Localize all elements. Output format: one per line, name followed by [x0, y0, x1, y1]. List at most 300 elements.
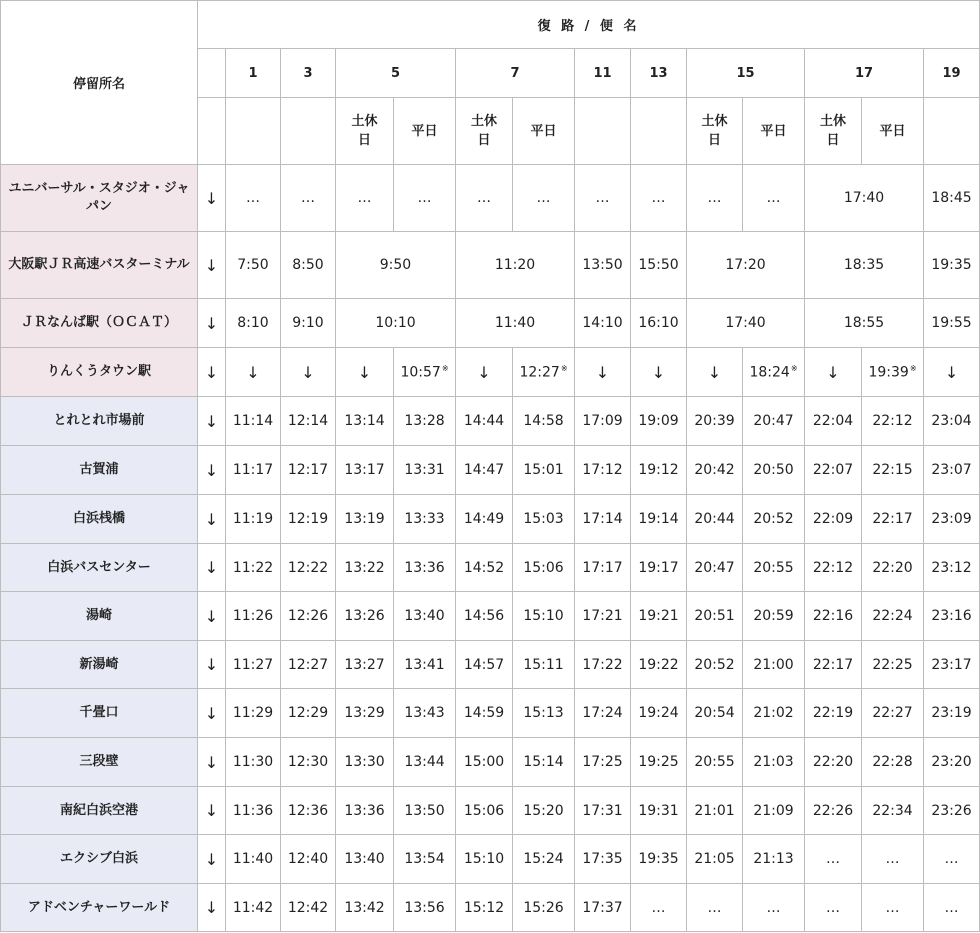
time-value: 22:20 [812, 754, 854, 770]
time-cell [805, 232, 924, 299]
time-cell [394, 348, 456, 397]
note-mark: ※ [441, 363, 449, 373]
time-value: 12:29 [287, 705, 329, 721]
time-cell [924, 165, 980, 232]
trip-number-header: 3 [281, 49, 336, 98]
time-cell [456, 835, 513, 884]
time-value: … [944, 851, 959, 867]
time-cell [687, 641, 743, 689]
time-value: 13:44 [404, 754, 445, 770]
time-value: 19:35 [638, 851, 679, 867]
time-value: 12:22 [287, 559, 329, 576]
time-cell [226, 689, 281, 738]
time-cell [336, 544, 394, 592]
time-value: … [536, 190, 551, 206]
time-value: 13:22 [344, 559, 385, 576]
time-cell [394, 397, 456, 446]
direction-header [198, 49, 226, 98]
time-cell [924, 495, 980, 544]
direction-arrow: ↓ [198, 641, 226, 689]
direction-arrow: ↓ [198, 544, 226, 592]
time-cell [281, 689, 336, 738]
time-value: 17:17 [582, 559, 623, 576]
time-cell [226, 738, 281, 787]
time-value: 13:40 [404, 608, 445, 624]
time-value: 12:27 [519, 364, 560, 381]
time-cell [924, 884, 980, 932]
time-value: 17:09 [582, 413, 623, 429]
time-value: … [826, 851, 840, 867]
time-value: 17:20 [725, 257, 766, 273]
time-cell [631, 348, 687, 397]
time-value: … [707, 190, 722, 206]
time-value: 15:14 [523, 754, 564, 770]
time-value: ↓ [707, 362, 722, 382]
time-value: 11:26 [232, 608, 274, 624]
time-cell [575, 592, 631, 641]
time-cell [687, 787, 743, 835]
direction-subheader [198, 98, 226, 165]
time-value: 13:54 [404, 851, 445, 867]
direction-arrow: ↓ [198, 232, 226, 299]
time-cell [924, 641, 980, 689]
time-value: 11:14 [232, 413, 274, 429]
time-cell [862, 446, 924, 495]
time-value: 23:20 [931, 754, 972, 770]
time-cell [394, 592, 456, 641]
time-value: 15:01 [523, 462, 564, 478]
time-value: 18:45 [931, 190, 972, 206]
table-row [1, 592, 980, 641]
time-cell [336, 641, 394, 689]
time-value: 21:05 [694, 851, 735, 867]
time-cell [513, 544, 575, 592]
day-type-header: 平日 [862, 98, 924, 165]
time-value: 21:13 [753, 851, 794, 867]
time-cell [456, 495, 513, 544]
time-value: 22:20 [872, 559, 913, 576]
time-cell [575, 544, 631, 592]
time-cell [281, 446, 336, 495]
time-value: 19:24 [638, 705, 679, 721]
time-value: 22:27 [872, 705, 913, 721]
time-cell [336, 592, 394, 641]
time-cell [456, 884, 513, 932]
time-value: 15:00 [463, 754, 505, 770]
time-cell [336, 446, 394, 495]
time-cell [924, 835, 980, 884]
time-cell [226, 835, 281, 884]
time-value: 15:06 [523, 559, 564, 576]
time-cell [281, 592, 336, 641]
time-cell [631, 397, 687, 446]
time-cell [631, 446, 687, 495]
table-row [1, 641, 980, 689]
time-cell [575, 835, 631, 884]
time-cell [513, 495, 575, 544]
time-cell [924, 592, 980, 641]
time-value: 15:50 [638, 257, 679, 273]
table-row [1, 446, 980, 495]
time-value: … [246, 190, 260, 206]
day-type-header: 平日 [743, 98, 805, 165]
trip-number-header: 15 [687, 49, 805, 98]
time-value: 11:42 [232, 899, 274, 916]
time-value: 13:50 [404, 802, 445, 819]
time-value: 12:36 [287, 802, 329, 819]
time-cell [743, 884, 805, 932]
time-value: 22:24 [872, 608, 913, 624]
table-row [1, 348, 980, 397]
time-cell [862, 787, 924, 835]
time-value: 19:31 [638, 802, 679, 819]
time-value: 18:24 [749, 364, 790, 381]
time-value: 17:25 [582, 754, 623, 770]
time-value: 20:55 [753, 559, 794, 576]
time-cell [394, 689, 456, 738]
table-row [1, 165, 980, 232]
time-value: 9:50 [379, 257, 412, 273]
time-cell [805, 689, 862, 738]
time-value: … [477, 190, 491, 206]
time-cell [743, 165, 805, 232]
time-value: 15:12 [463, 899, 505, 916]
time-cell [513, 397, 575, 446]
time-cell [226, 348, 281, 397]
time-value: 20:54 [694, 705, 735, 721]
trip-number-header: 11 [575, 49, 631, 98]
time-cell [281, 738, 336, 787]
time-value: ↓ [246, 362, 260, 382]
time-value: 14:56 [463, 608, 505, 624]
time-value: 11:17 [232, 462, 274, 478]
time-cell [513, 884, 575, 932]
time-value: 13:42 [344, 899, 385, 916]
time-value: 22:07 [812, 462, 854, 478]
time-cell [687, 835, 743, 884]
time-cell [805, 397, 862, 446]
time-cell [281, 348, 336, 397]
time-value: 10:57 [400, 364, 441, 381]
time-cell [513, 641, 575, 689]
table-row [1, 689, 980, 738]
time-cell [687, 884, 743, 932]
time-cell [575, 787, 631, 835]
time-value: 14:57 [463, 656, 505, 673]
time-value: 12:40 [287, 851, 329, 867]
time-cell [805, 641, 862, 689]
time-value: 12:14 [287, 413, 329, 429]
direction-arrow: ↓ [198, 592, 226, 641]
direction-arrow: ↓ [198, 299, 226, 348]
time-cell [226, 446, 281, 495]
time-value: 17:40 [843, 190, 885, 206]
time-value: 15:10 [463, 851, 505, 867]
time-value: ↓ [826, 362, 840, 382]
time-cell [631, 165, 687, 232]
time-cell [394, 641, 456, 689]
day-type-header: 平日 [513, 98, 575, 165]
time-value: 17:37 [582, 899, 623, 916]
time-cell [743, 544, 805, 592]
time-cell [513, 165, 575, 232]
time-cell [394, 495, 456, 544]
time-cell [456, 397, 513, 446]
time-value: 19:14 [638, 511, 679, 527]
time-value: … [651, 190, 666, 206]
time-value: 19:21 [638, 608, 679, 624]
time-value: 17:14 [582, 511, 623, 527]
time-cell [281, 884, 336, 932]
time-cell [687, 397, 743, 446]
time-cell [394, 165, 456, 232]
time-cell [687, 165, 743, 232]
time-cell [805, 592, 862, 641]
trip-number-header: 7 [456, 49, 575, 98]
time-cell [281, 397, 336, 446]
time-cell [862, 641, 924, 689]
time-value: 22:34 [872, 802, 913, 819]
time-value: 22:19 [812, 705, 854, 721]
stop-name: アドベンチャーワールド [1, 884, 198, 932]
time-value: 15:20 [523, 802, 564, 819]
time-cell [631, 232, 687, 299]
table-row [1, 544, 980, 592]
time-value: ↓ [477, 362, 491, 382]
table-row [1, 787, 980, 835]
time-value: 23:07 [931, 462, 972, 478]
day-type-header: 土休 日 [687, 98, 743, 165]
time-cell [924, 348, 980, 397]
time-value: 14:58 [523, 413, 564, 429]
time-cell [456, 348, 513, 397]
time-cell [394, 787, 456, 835]
time-cell [805, 495, 862, 544]
time-cell [513, 592, 575, 641]
time-value: 13:26 [344, 608, 385, 624]
direction-arrow: ↓ [198, 495, 226, 544]
time-cell [924, 299, 980, 348]
time-cell [513, 835, 575, 884]
time-cell [513, 738, 575, 787]
time-cell [687, 495, 743, 544]
time-value: 15:26 [523, 899, 564, 916]
time-value: 22:17 [812, 656, 854, 673]
time-value: 12:42 [287, 899, 329, 916]
time-cell [924, 232, 980, 299]
time-cell [575, 299, 631, 348]
time-value: 17:31 [582, 802, 623, 819]
time-value: 13:40 [344, 851, 385, 867]
time-value: 21:02 [753, 705, 794, 721]
time-value: 17:24 [582, 705, 623, 721]
stop-name: 白浜桟橋 [1, 495, 198, 544]
day-type-header: 土休 日 [336, 98, 394, 165]
time-cell [743, 689, 805, 738]
time-cell [743, 738, 805, 787]
time-value: 13:41 [404, 656, 445, 673]
time-value: 13:56 [404, 899, 445, 916]
time-cell [743, 397, 805, 446]
time-value: 21:01 [694, 802, 735, 819]
time-cell [631, 495, 687, 544]
time-cell [226, 592, 281, 641]
time-cell [862, 884, 924, 932]
time-value: 11:40 [494, 315, 536, 331]
time-value: 23:16 [931, 608, 972, 624]
time-value: 21:00 [753, 656, 794, 673]
time-cell [336, 232, 456, 299]
time-cell [743, 348, 805, 397]
time-value: 14:47 [463, 462, 505, 478]
time-cell [336, 787, 394, 835]
stop-name: ＪＲなんば駅（ＯＣＡＴ） [1, 299, 198, 348]
route-title-row [1, 1, 980, 49]
time-cell [281, 787, 336, 835]
time-value: 18:35 [843, 257, 885, 273]
time-cell [226, 544, 281, 592]
time-cell [394, 884, 456, 932]
time-value: 10:10 [375, 315, 416, 331]
time-cell [336, 835, 394, 884]
day-type-header [281, 98, 336, 165]
time-cell [456, 165, 513, 232]
time-cell [924, 544, 980, 592]
time-value: 20:47 [753, 413, 794, 429]
time-cell [687, 738, 743, 787]
time-value: 13:30 [344, 754, 385, 770]
table-row [1, 884, 980, 932]
time-value: 13:17 [344, 462, 385, 478]
time-value: 12:26 [287, 608, 329, 624]
stop-name-header: 停留所名 [1, 1, 198, 165]
direction-arrow: ↓ [198, 884, 226, 932]
time-cell [631, 689, 687, 738]
time-value: 15:24 [523, 851, 564, 867]
time-cell [336, 495, 394, 544]
table-row [1, 738, 980, 787]
time-cell [336, 348, 394, 397]
time-cell [456, 689, 513, 738]
time-value: 15:13 [523, 705, 564, 721]
time-value: 14:59 [463, 705, 505, 721]
time-value: 22:16 [812, 608, 854, 624]
time-cell [805, 544, 862, 592]
time-cell [631, 738, 687, 787]
time-cell [226, 299, 281, 348]
time-value: 22:25 [872, 656, 913, 673]
stop-name: エクシブ白浜 [1, 835, 198, 884]
time-value: 23:09 [931, 511, 972, 527]
time-value: 20:52 [694, 656, 735, 673]
time-value: ↓ [357, 362, 372, 382]
note-mark: ※ [790, 363, 798, 373]
stop-name: 湯崎 [1, 592, 198, 641]
time-cell [575, 495, 631, 544]
stop-name: 古賀浦 [1, 446, 198, 495]
stop-name: とれとれ市場前 [1, 397, 198, 446]
time-cell [281, 544, 336, 592]
time-value: 13:43 [404, 705, 445, 721]
time-cell [226, 165, 281, 232]
time-value: 22:17 [872, 511, 913, 527]
time-value: 19:39 [868, 364, 909, 381]
time-cell [743, 495, 805, 544]
time-value: 12:17 [287, 462, 329, 478]
time-cell [862, 348, 924, 397]
time-value: 13:31 [404, 462, 445, 478]
time-value: 11:20 [494, 257, 536, 273]
time-value: 9:10 [292, 315, 324, 331]
time-cell [456, 544, 513, 592]
time-value: 11:36 [232, 802, 274, 819]
time-cell [687, 232, 805, 299]
day-type-header [631, 98, 687, 165]
time-value: 12:19 [287, 511, 329, 527]
day-type-header [575, 98, 631, 165]
route-title: 復 路 / 便 名 [198, 1, 980, 49]
time-cell [456, 592, 513, 641]
time-cell [924, 787, 980, 835]
day-type-header: 土休 日 [456, 98, 513, 165]
direction-arrow: ↓ [198, 689, 226, 738]
trip-number-header: 19 [924, 49, 980, 98]
time-cell [336, 689, 394, 738]
time-cell [281, 232, 336, 299]
trip-number-header: 1 [226, 49, 281, 98]
time-value: 13:27 [344, 656, 385, 673]
time-cell [862, 689, 924, 738]
note-mark: ※ [909, 363, 917, 373]
stop-name: 新湯崎 [1, 641, 198, 689]
time-cell [805, 348, 862, 397]
time-value: 22:12 [872, 413, 913, 429]
time-value: 14:52 [463, 559, 505, 576]
time-cell [743, 592, 805, 641]
time-value: … [417, 190, 432, 206]
time-cell [456, 232, 575, 299]
time-cell [226, 787, 281, 835]
time-value: 7:50 [237, 257, 269, 273]
time-cell [336, 738, 394, 787]
time-value: … [357, 190, 372, 206]
time-cell [805, 299, 924, 348]
time-cell [226, 397, 281, 446]
time-cell [805, 738, 862, 787]
time-cell [575, 397, 631, 446]
time-cell [631, 835, 687, 884]
time-value: 23:26 [931, 802, 972, 819]
time-cell [513, 787, 575, 835]
time-value: 13:33 [404, 511, 445, 527]
time-value: 23:19 [931, 705, 972, 721]
time-value: 22:04 [812, 413, 854, 429]
time-cell [513, 689, 575, 738]
time-value: 16:10 [638, 315, 679, 331]
trip-number-header: 5 [336, 49, 456, 98]
note-mark: ※ [560, 363, 568, 373]
time-cell [862, 544, 924, 592]
time-value: 13:19 [344, 511, 385, 527]
time-cell [513, 348, 575, 397]
direction-arrow: ↓ [198, 835, 226, 884]
time-cell [743, 641, 805, 689]
time-cell [575, 165, 631, 232]
time-cell [924, 689, 980, 738]
time-value: 20:59 [753, 608, 794, 624]
time-cell [394, 738, 456, 787]
time-value: 13:36 [404, 559, 445, 576]
